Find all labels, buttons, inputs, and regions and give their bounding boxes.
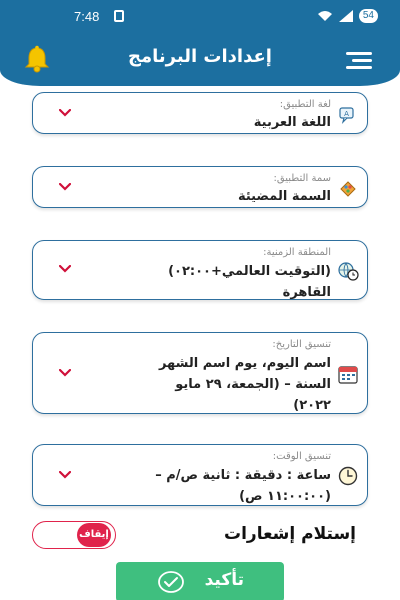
date-format-select[interactable] xyxy=(32,332,368,414)
date-format-value-line: السنة – (الجمعة، ٢٩ مايو xyxy=(175,377,331,392)
language-select[interactable] xyxy=(32,92,368,134)
timezone-select[interactable] xyxy=(32,240,368,300)
language-label: لغة التطبيق: xyxy=(279,99,331,110)
status-time: 7:48 xyxy=(74,9,100,24)
time-format-label: تنسيق الوقت: xyxy=(272,451,331,462)
notifications-toggle[interactable] xyxy=(32,521,116,549)
timezone-value-line: (التوقيت العالمي+٠٢:٠٠) xyxy=(168,264,331,279)
theme-label: سمة التطبيق: xyxy=(273,173,331,184)
time-format-value-line: ساعة : دقيقة : ثانية ص/م – xyxy=(155,468,331,483)
time-format-select[interactable] xyxy=(32,444,368,506)
wifi-icon xyxy=(317,10,333,22)
date-format-value xyxy=(159,353,331,416)
timezone-value xyxy=(168,261,331,303)
theme-value: السمة المضيئة xyxy=(237,189,331,204)
date-format-value-line: اسم اليوم، يوم اسم الشهر xyxy=(158,356,331,371)
date-format-label: تنسيق التاريخ: xyxy=(272,339,331,350)
chevron-down-icon xyxy=(59,265,71,273)
svg-text:A: A xyxy=(344,110,349,118)
chevron-down-icon xyxy=(59,183,71,191)
timezone-value-line: القاهرة xyxy=(282,285,331,300)
palette-icon xyxy=(337,177,359,199)
notifications-row xyxy=(0,518,400,552)
time-format-value-line: (١١:٠٠:٠٠ ص) xyxy=(239,489,331,504)
chevron-down-icon xyxy=(59,471,71,479)
language-value: اللغة العربية xyxy=(253,115,331,130)
toggle-state-label: إيقاف xyxy=(77,523,111,547)
page-title: إعدادات البرنامج xyxy=(128,46,272,67)
chevron-down-icon xyxy=(59,369,71,377)
theme-select[interactable] xyxy=(32,166,368,208)
calendar-icon xyxy=(337,363,359,385)
app-header xyxy=(0,34,400,86)
notification-status-icon xyxy=(114,10,124,22)
time-format-value xyxy=(155,465,331,507)
battery-indicator: 54 xyxy=(359,9,378,23)
timezone-label: المنطقة الزمنية: xyxy=(263,247,331,258)
status-indicators xyxy=(317,9,378,23)
confirm-button[interactable] xyxy=(116,562,284,600)
check-circle-icon xyxy=(158,571,184,593)
chevron-down-icon xyxy=(59,109,71,117)
clock-icon xyxy=(337,465,359,487)
menu-icon[interactable] xyxy=(346,52,372,70)
signal-icon xyxy=(339,10,353,22)
confirm-label: تأكيد xyxy=(204,570,244,590)
status-bar xyxy=(0,0,400,34)
language-icon xyxy=(337,103,359,125)
date-format-value-line: ٢٠٢٢) xyxy=(293,398,331,413)
globe-clock-icon xyxy=(337,260,359,282)
notifications-label: إستلام إشعارات xyxy=(224,524,356,544)
